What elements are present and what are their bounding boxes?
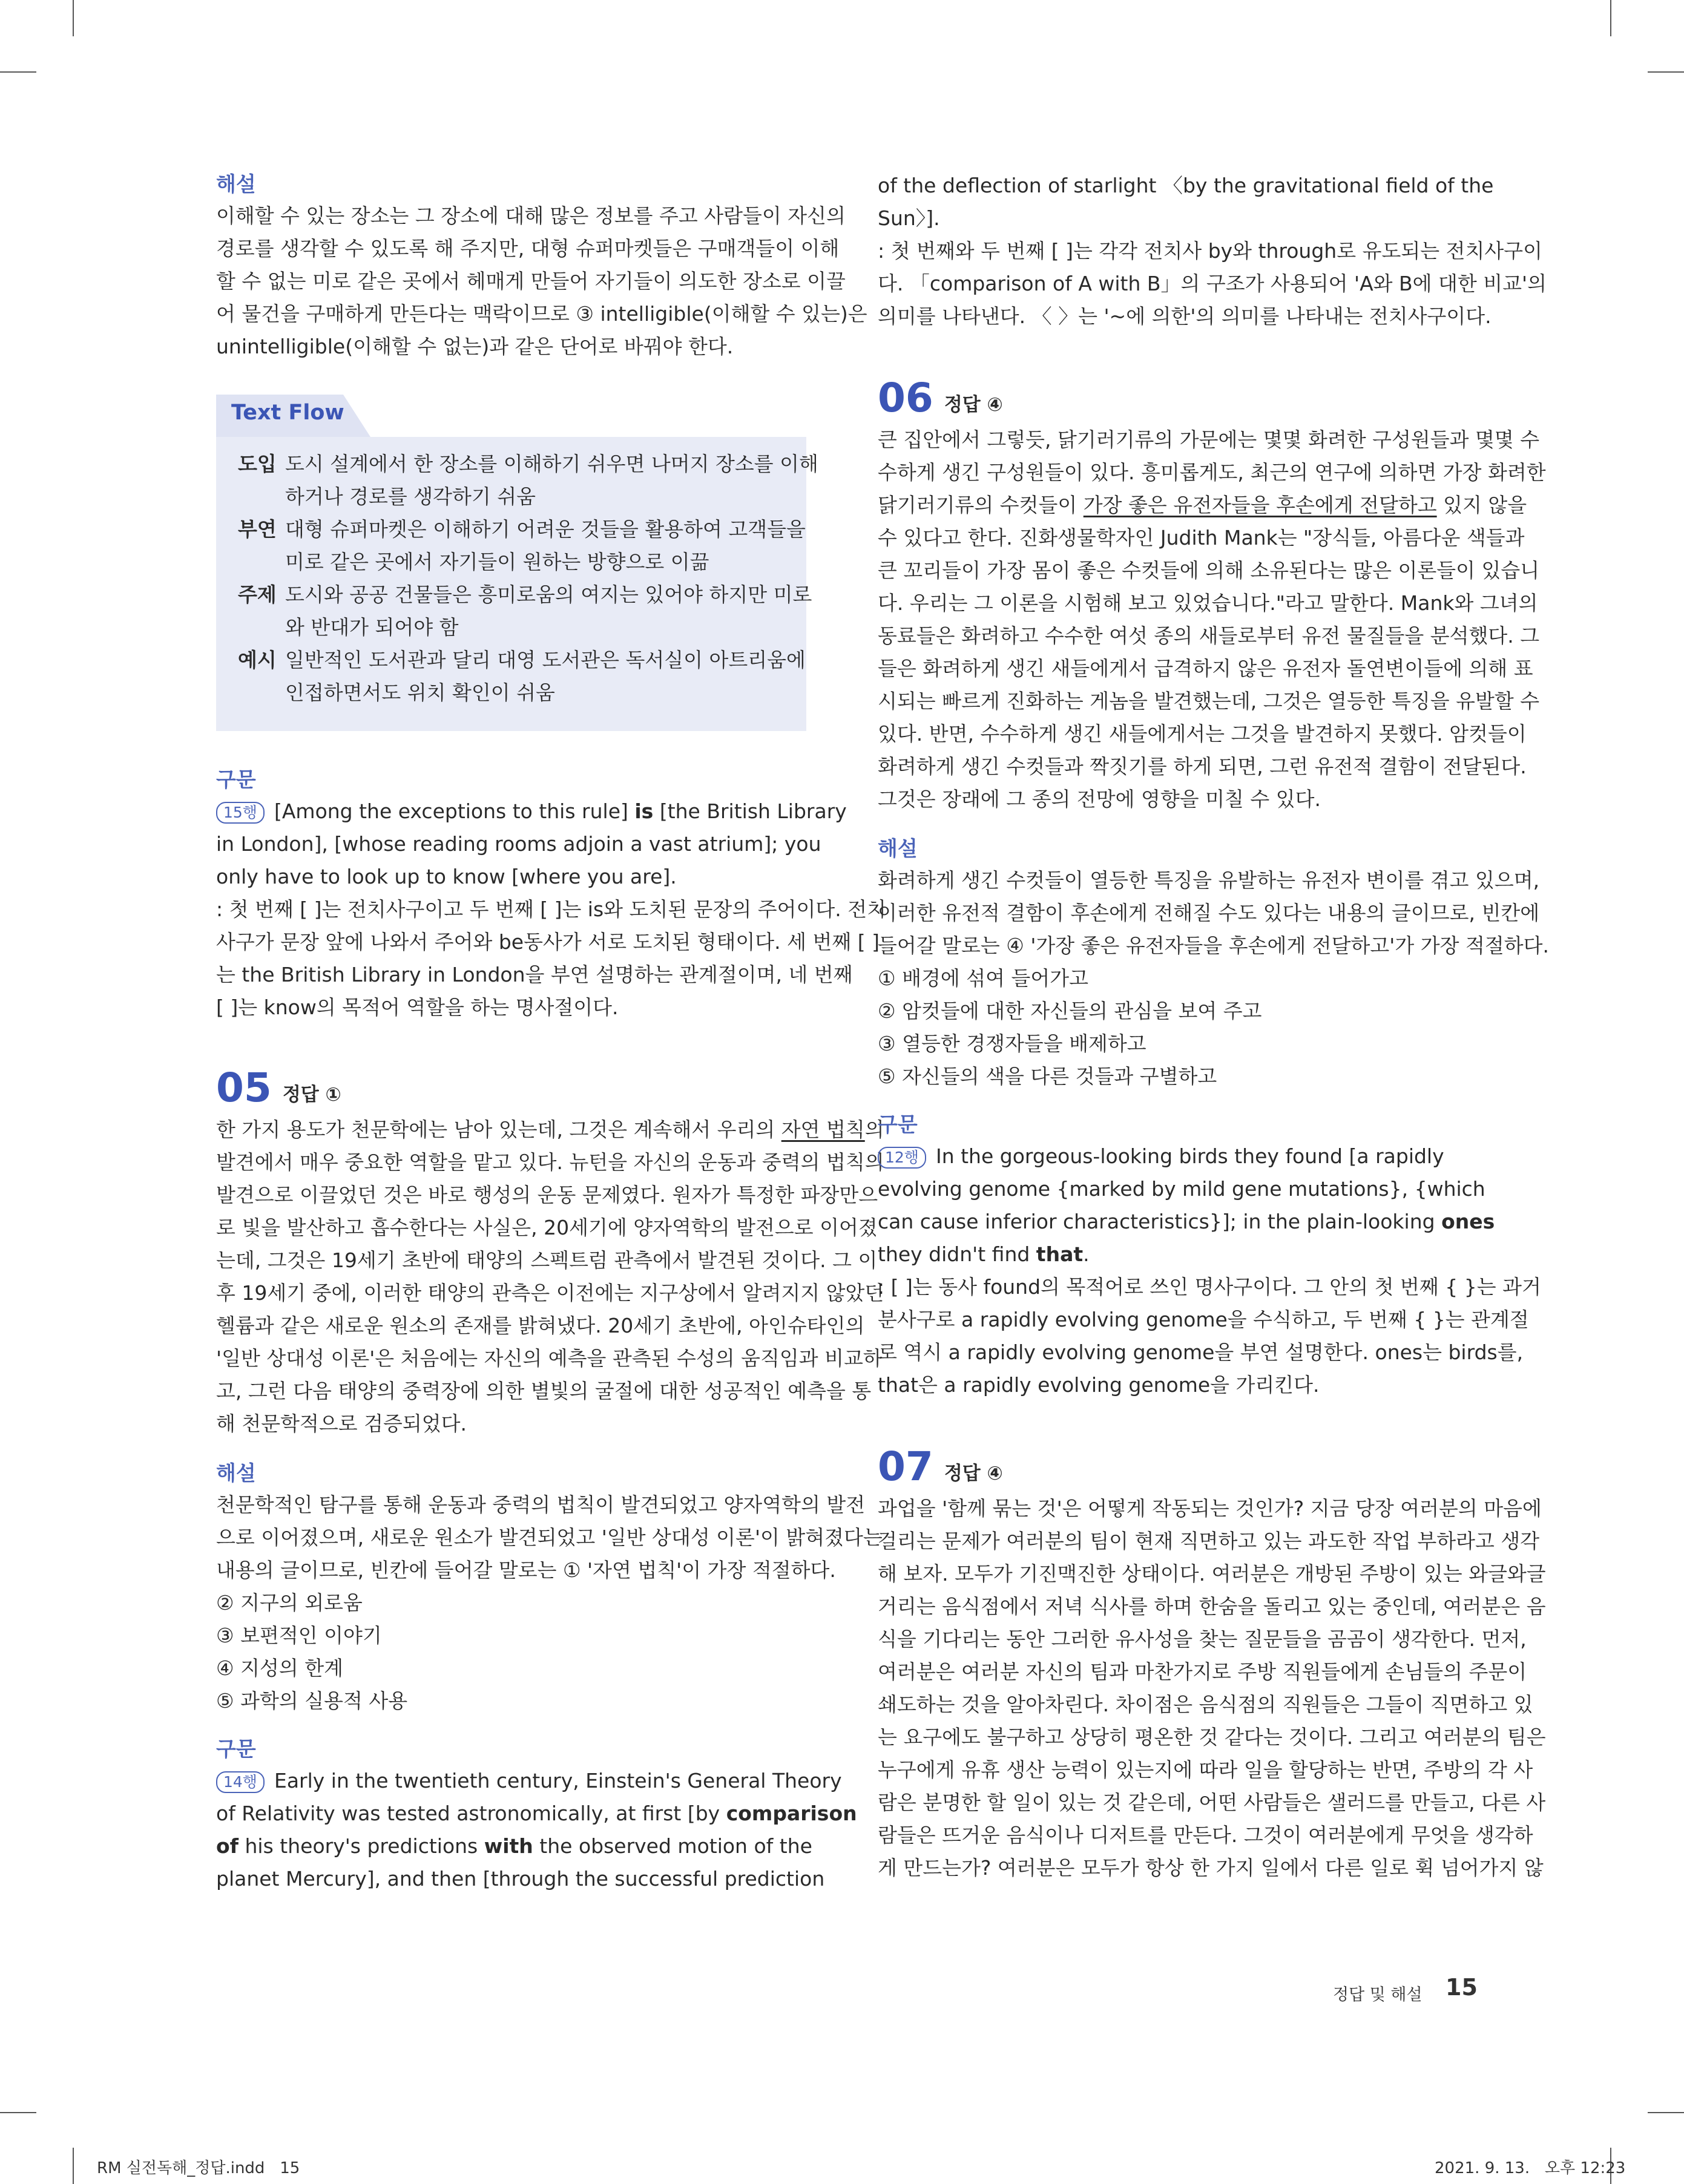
right-column (878, 169, 1549, 1884)
text-flow-row: 예시 일반적인 도서관과 달리 대영 도서관은 독서실이 아트리움에 인접하면서도 위치 확인이 쉬움 (238, 648, 806, 704)
text-flow-row: 주제 도시와 공공 건물들은 흥미로움의 여지는 있어야 하지만 미로 와 반대가 되어야 함 (238, 583, 812, 639)
gumun-text: 15행 [Among the exceptions to this rule] is [the British Library in London], [whose reading rooms adjoin a vast atrium]; you only have to look up to know [where you are]. : 첫 번째 [ ]는 전치사구이고 두 번째 [ ]는 is와 도치된 문장의 주어이다. 전치 사구가 문장 앞에 나와서 주어와 be동사가 서로 도치된 형태이다. 세 번째 [ ] 는 the British Library in London을 부연 설명하는 관계절이며, 네 번째 [ ]는 know의 목적어 역할을 하는 명사절이다. (216, 799, 887, 1019)
slug-date: 2021. 9. 13. 오후 12:23 (1435, 2159, 1626, 2177)
text-flow-title: Text Flow (231, 401, 344, 425)
crop-mark (1610, 0, 1611, 36)
haeseol-heading: 해설 (216, 172, 256, 197)
section-07-translation: 과업을 '함께 묶는 것'은 어떻게 작동되는 것인가? 지금 당장 여러분의 마음에 걸리는 문제가 여러분의 팀이 현재 직면하고 있는 과도한 작업 부하라고 생각 해 보자. 모두가 기진맥진한 상태이다. 여러분은 개방된 주방이 있는 와글와글 거리는 음식점에서 저녁 식사를 하며 한숨을 돌리고 있는 중인데, 여러분은 음 식을 기다리는 동안 그러한 유사성을 찾는 질문들을 곰곰이 생각한다. 먼저, 여러분은 여러분 자신의 팀과 마찬가지로 주방 직원들에게 손님들의 주문이 쇄도하는 것을 알아차린다. 차이점은 음식점의 직원들은 그들이 직면하고 있 는 요구에도 불구하고 상당히 평온한 것 같다는 것이다. 그리고 여러분의 팀은 누구에게 유휴 생산 능력이 있는지에 따라 일을 할당하는 반면, 주방의 각 사 람은 분명한 할 일이 있는 것 같은데, 어떤 사람들은 샐러드를 만들고, 다른 사 람들은 뜨거운 음식이나 디저트를 만든다. 그것이 여러분에게 무엇을 생각하 게 만드는가? 여러분은 모두가 항상 한 가지 일에서 다른 일로 휙 넘어가지 않 (878, 1497, 1546, 1880)
crop-mark (73, 0, 74, 36)
line-tag: 14행 (216, 1771, 265, 1793)
haeseol-text: 이해할 수 있는 장소는 그 장소에 대해 많은 정보를 주고 사람들이 자신의 경로를 생각할 수 있도록 해 주지만, 대형 슈퍼마켓들은 구매객들이 이해 할 수 없는 미로 같은 곳에서 헤매게 만들어 자기들이 의도한 장소로 이끌 어 물건을 구매하게 만든다는 맥락이므로 ③ intelligible(이해할 수 있는)은 unintelligible(이해할 수 없는)과 같은 단어로 바꿔야 한다. (216, 204, 867, 358)
section-07-header (878, 1443, 1469, 1492)
section-06-header (878, 374, 1469, 424)
haeseol-text: 천문학적인 탐구를 통해 운동과 중력의 법칙이 발견되었고 양자역학의 발전 으로 이어졌으며, 새로운 원소가 발견되었고 '일반 상대성 이론'이 밝혀졌다는 내용의 글이므로, 빈칸에 들어갈 말로는 ① '자연 법칙'이 가장 적절하다. ② 지구의 외로움 ③ 보편적인 이야기 ④ 지성의 한계 ⑤ 과학의 실용적 사용 (216, 1493, 883, 1713)
answer-label: 정답 ④ (944, 393, 1003, 416)
crop-mark (1648, 71, 1684, 73)
section-05-header (216, 1064, 806, 1113)
haeseol-heading: 해설 (216, 1461, 256, 1486)
section-number: 07 (878, 1443, 933, 1490)
haeseol-text: 화려하게 생긴 수컷들이 열등한 특징을 유발하는 유전자 변이를 겪고 있으며, 이러한 유전적 결함이 후손에게 전해질 수도 있다는 내용의 글이므로, 빈칸에 들어갈 말로는 ④ '가장 좋은 유전자들을 후손에게 전달하고'가 가장 적절하다. ① 배경에 섞여 들어가고 ② 암컷들에 대한 자신들의 관심을 보여 주고 ③ 열등한 경쟁자들을 배제하고 ⑤ 자신들의 색을 다른 것들과 구별하고 (878, 868, 1549, 1088)
page-section-label: 정답 및 해설 (1333, 1986, 1423, 2004)
slug-file-name: RM 실전독해_정답.indd 15 (97, 2159, 300, 2177)
text-flow-row: 도입 도시 설계에서 한 장소를 이해하기 쉬우면 나머지 장소를 이해 하거나 경로를 생각하기 쉬움 (238, 452, 818, 508)
crop-mark (73, 2148, 74, 2184)
gumun-text: 12행 In the gorgeous-looking birds they found [a rapidly evolving genome {marked by mild gene mutations}, {which can cause inferior characteristics}]; in the plain-looking ones they didn't find that. : [ ]는 동사 found의 목적어로 쓰인 명사구이다. 그 안의 첫 번째 { }는 과거 분사구로 a rapidly evolving genome을 수식하고, 두 번째 { }는 관계절 로 역시 a rapidly evolving genome을 부연 설명한다. ones는 birds를, that은 a rapidly evolving genome을 가리킨다. (878, 1144, 1541, 1397)
crop-mark (1648, 2112, 1684, 2113)
section-06-translation: 큰 집안에서 그렇듯, 닭기러기류의 가문에는 몇몇 화려한 구성원들과 몇몇 수 수하게 생긴 구성원들이 있다. 흥미롭게도, 최근의 연구에 의하면 가장 화려한 닭기러기류의 수컷들이 가장 좋은 유전자들을 후손에게 전달하고 있지 않을 수 있다고 한다. 진화생물학자인 Judith Mank는 "장식들, 아름다운 색들과 큰 꼬리들이 가장 몸이 좋은 수컷들에 의해 소유된다는 많은 이론들이 있습니 다. 우리는 그 이론을 시험해 보고 있었습니다."라고 말한다. Mank와 그녀의 동료들은 화려하고 수수한 여섯 종의 새들로부터 유전 물질들을 분석했다. 그 들은 화려하게 생긴 새들에게서 급격하지 않은 유전자 돌연변이들에 의해 표 시되는 빠르게 진화하는 게놈을 발견했는데, 그것은 열등한 특징을 유발할 수 있다. 반면, 수수하게 생긴 새들에게서는 그것을 발견하지 못했다. 암컷들이 화려하게 생긴 수컷들과 짝짓기를 하게 되면, 그런 유전적 결함이 전달된다. 그것은 장래에 그 종의 전망에 영향을 미칠 수 있다. (878, 428, 1546, 811)
text-flow-row: 부연 대형 슈퍼마켓은 이해하기 어려운 것들을 활용하여 고객들을 미로 같은 곳에서 자기들이 원하는 방향으로 이끎 (238, 517, 806, 574)
crop-mark (0, 2112, 36, 2113)
section-05-translation: 한 가지 용도가 천문학에는 남아 있는데, 그것은 계속해서 우리의 자연 법칙의 발견에서 매우 중요한 역할을 맡고 있다. 뉴턴을 자신의 운동과 중력의 법칙의 발견으로 이끌었던 것은 바로 행성의 운동 문제였다. 원자가 특정한 파장만으 로 빛을 발산하고 흡수한다는 사실은, 20세기에 양자역학의 발전으로 이어졌 는데, 그것은 19세기 초반에 태양의 스펙트럼 관측에서 발견된 것이다. 그 이 후 19세기 중에, 이러한 태양의 관측은 이전에는 지구상에서 알려지지 않았던 헬륨과 같은 새로운 원소의 존재를 밝혀냈다. 20세기 초반에, 아인슈타인의 '일반 상대성 이론'은 처음에는 자신의 예측을 관측된 수성의 움직임과 비교하 고, 그런 다음 태양의 중력장에 의한 별빛의 굴절에 대한 성공적인 예측을 통 해 천문학적으로 검증되었다. (216, 1118, 884, 1435)
line-tag: 15행 (216, 802, 265, 824)
gumun-heading: 구문 (216, 1737, 256, 1762)
gumun-heading: 구문 (216, 768, 256, 792)
section-number: 06 (878, 375, 933, 421)
text-flow-tab (216, 395, 806, 437)
crop-mark (0, 71, 36, 73)
answer-label: 정답 ④ (944, 1462, 1003, 1484)
left-column (216, 169, 887, 1895)
page-number: 15 (1446, 1974, 1478, 2001)
haeseol-heading: 해설 (878, 837, 918, 861)
gumun-continuation: of the deflection of starlight 〈by the gravitational field of the Sun〉]. : 첫 번째와 두 번째 [ ]는 각각 전치사 by와 through로 유도되는 전치사구이 다. 「comparison of A with B」의 구조가 사용되어 'A와 B에 대한 비교'의 의미를 나타낸다. 〈 〉는 '~에 의한'의 의미를 나타내는 전치사구이다. (878, 174, 1547, 328)
text-flow-box (216, 395, 818, 731)
gumun-heading: 구문 (878, 1113, 918, 1137)
answer-label: 정답 ① (282, 1083, 341, 1106)
gumun-text: 14행 Early in the twentieth century, Einstein's General Theory of Relativity was tested astronomically, at first [by comparison of his theory's predictions with the observed motion of the planet Mercury], and then [through the successful prediction (216, 1769, 857, 1891)
section-number: 05 (216, 1064, 272, 1111)
line-tag: 12행 (878, 1147, 926, 1169)
